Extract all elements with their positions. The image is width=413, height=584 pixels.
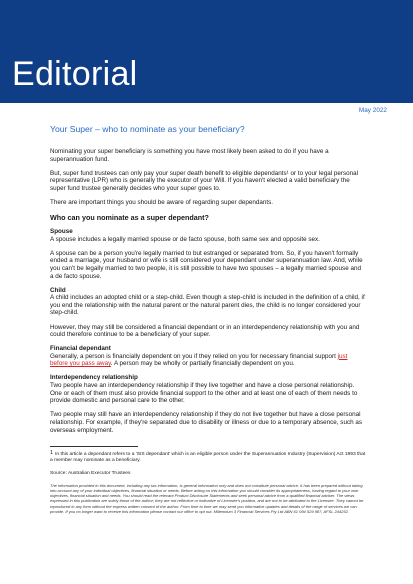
footnote-source: Source: Australian Executor Trustees [50,470,131,476]
intro-paragraph-1: Nominating your super beneficiary is something you have most likely been asked to do if you have a superannuation fund. [50,148,329,163]
spouse-heading: Spouse [50,228,73,236]
disclaimer: The information provided in this document, including any tax information, is general information only and does not constitute personal advice. It has been prepared without taking into account any of your individual objectives, financial situation or needs. Before acting on this information you should consider its appropriateness, having regard to your own objectives, financial situation and needs. You should read the relevant Product Disclosure Statements and seek personal advice from a qualified financial adviser. The views expressed in this publication are solely those of the author; they are not reflective or indicative of Licensee's position, and are not to be attributed to the Licensee. They cannot be reproduced in any form without the express written consent of the author. From time to time we may send you informative updates and details of the range of services we can provide. If you no longer want to receive this information please contact our office to opt out. Millennium 3 Financial Services Pty Ltd ABN 61 094 529 987, AFSL 244252. [50,483,364,514]
interdependency-heading: Interdependency relationship [50,374,138,382]
interdependency-paragraph-2: Two people may still have an interdependency relationship if they do not live together but have a close personal relationship. For example, if they're separated due to disability or illness or due to a temporary absence, such as overseas employment. [50,411,363,434]
intro-paragraph-2: But, super fund trustees can only pay your super death benefit to eligible dependants¹ or to your legal personal representative (LPR) who is generally the executor of your Will. If you haven't elected a valid beneficiary the super fund trustee generally decides who your super goes to. [50,169,359,192]
header-banner [0,0,413,103]
pass-away-link[interactable]: just before you pass away [50,352,348,368]
footnote-marker: 1 [50,450,54,457]
financial-dependant-paragraph [50,353,366,368]
financial-dependant-heading: Financial dependant [50,345,111,353]
footnote-text: In this article a dependant refers to a 'SIS dependant' which is an eligible person under the Superannuation Industry (Supervision) Act 1993 that a member may nominate as a beneficiary. [50,452,366,464]
child-heading: Child [50,286,66,294]
financial-text-before: Generally, a person is financially dependent on you if they relied on you for necessary financial support [50,352,338,360]
spouse-paragraph-1: A spouse includes a legally married spouse or de facto spouse, both same sex and opposite sex. [50,235,320,243]
footnote [50,450,366,464]
child-paragraph-1: A child includes an adopted child or a step-child. Even though a step-child is included in the definition of a child, if you end the relationship with the natural parent or the natural parent dies, the child is no longer considered your step-child. [50,294,365,317]
spouse-paragraph-2: A spouse can be a person you're legally married to but estranged or separated from. So, if you haven't formally ended a marriage, your husband or wife is still considered your dependant under superannuation law. And, while you can't be legally married to two people, it is still possible to have two spouses – a legally married spouse and a de facto spouse. [50,249,363,280]
publication-date: May 2022 [358,107,387,114]
intro-paragraph-3: There are important things you should be aware of regarding super dependants. [50,198,273,206]
financial-text-after: . A person may be wholly or partially financially dependent on you. [110,360,295,368]
page-title: Your Super – who to nominate as your beneficiary? [50,124,245,134]
interdependency-paragraph-1: Two people have an interdependency relationship if they live together and have a close personal relationship. One or each of them must also provide financial support to the other and at least one of each of them needs to provide domestic and personal care to the other. [50,382,358,405]
child-paragraph-2: However, they may still be considered a financial dependant or in an interdependency relationship with you and could therefore continue to be a beneficiary of your super. [50,323,360,339]
banner-title: Editorial [12,55,138,93]
article-body [50,148,366,514]
footnote-divider [50,446,138,447]
section-heading: Who can you nominate as a super dependant? [50,213,209,223]
